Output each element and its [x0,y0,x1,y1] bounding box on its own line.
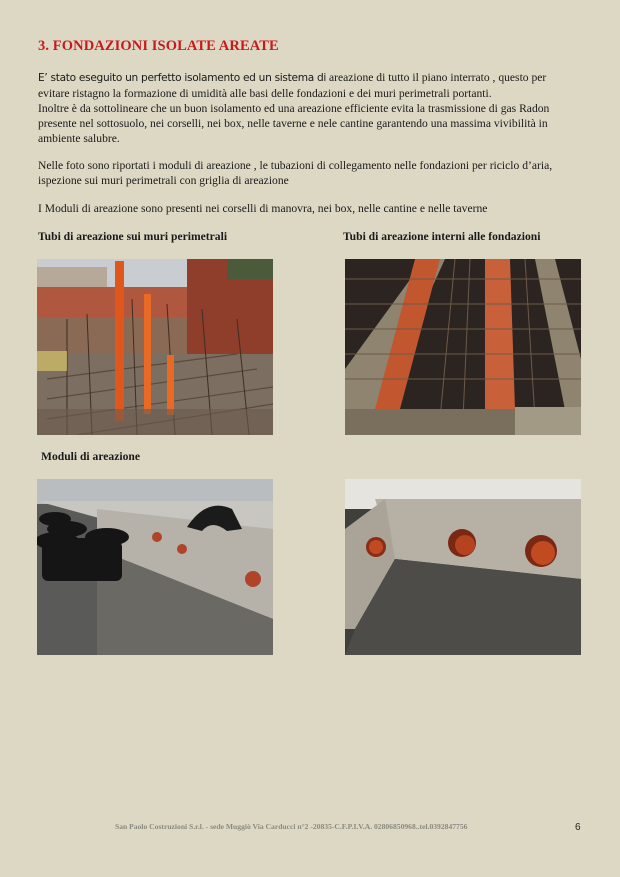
photos-description-paragraph: Nelle foto sono riportati i moduli di areazione , le tubazioni di collegamento nelle fondazioni per riciclo d’aria, ispezione sui muri perimetrali con griglia di areazione [38,159,553,187]
intro-paragraph [38,70,578,146]
page-number: 6 [575,822,581,833]
footer-company-info: San Paolo Costruzioni S.r.l. - sede Muggiò Via Carducci n°2 -20835-C.F.P.I.V.A. 02806850968..tel.0392847756 [115,822,468,831]
intro-second-sentence: Inoltre è da sottolineare che un buon isolamento ed una areazione efficiente evita la trasmissione di gas Radon presente nel sottosuolo, nei corselli, nei box, nelle taverne e nele cantine garantendo una massima vivibilità in ambiente salubre. [38,102,550,145]
photo-internal-pipes [345,259,581,435]
caption-internal-pipes: Tubi di areazione interni alle fondazioni [343,230,541,243]
intro-rest-text: areazione di tutto il piano interrato , questo per evitare ristagno la formazione di umidità alle basi delle fondazioni e dei muri perimetrali portanti. [38,71,547,100]
photo-aeration-modules [37,479,273,655]
intro-lead-text: E’ stato eseguito un perfetto isolamento ed un sistema di [38,72,327,84]
modules-location-paragraph: I Moduli di areazione sono presenti nei corselli di manovra, nei box, nelle cantine e nelle taverne [38,202,488,215]
photo-perimeter-pipes [37,259,273,435]
caption-aeration-modules: Moduli di areazione [41,450,140,463]
photo-wall-aeration-holes [345,479,581,655]
caption-perimeter-pipes: Tubi di areazione sui muri perimetrali [38,230,228,243]
section-title: 3. FONDAZIONI ISOLATE AREATE [38,38,279,54]
